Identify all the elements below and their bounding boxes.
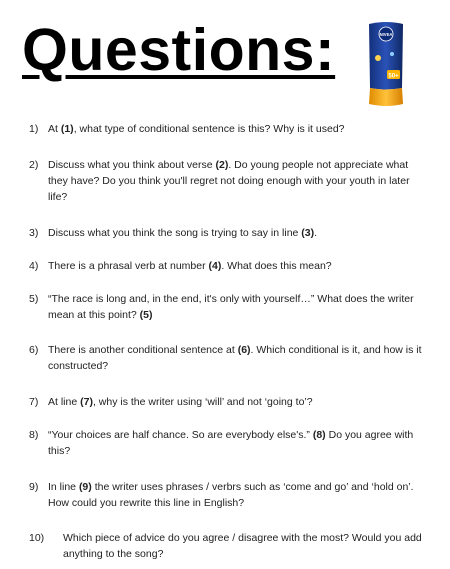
question-8: 8) “Your choices are half chance. So are everybody else's.” (8) Do you agree with this? [29, 429, 414, 457]
question-10: 10) Which piece of advice do you agree / disagree with the most? Would you add anything to the song? [29, 532, 422, 560]
question-3: 3) Discuss what you think the song is trying to say in line (3). [29, 227, 318, 239]
brand-logo: NIVEA [379, 32, 393, 37]
question-4: 4) There is a phrasal verb at number (4). What does this mean? [29, 260, 332, 272]
spf-badge: 50+ [388, 73, 399, 80]
question-6: 6) There is another conditional sentence at (6). Which conditional is it, and how is it constructed? [29, 344, 422, 372]
question-9: 9) In line (9) the writer uses phrases / verbrs such as ‘come and go’ and ‘hold on’. How could you rewrite this line in English? [29, 481, 414, 509]
page-title: Questions: [22, 17, 336, 83]
question-7: 7) At line (7), why is the writer using ‘will’ and not ‘going to’? [29, 396, 313, 408]
question-1: 1) At (1), what type of conditional sentence is this? Why is it used? [29, 123, 345, 135]
questions-list [29, 121, 429, 562]
question-2: 2) Discuss what you think about verse (2). Do young people not appreciate what they have? Do you think you'll regret not doing enough with your youth in later life? [29, 159, 410, 203]
question-5: 5) “The race is long and, in the end, it's only with yourself…” What does the writer mean at this point? (5) [29, 293, 414, 321]
sunscreen-bottle-image [361, 20, 411, 110]
